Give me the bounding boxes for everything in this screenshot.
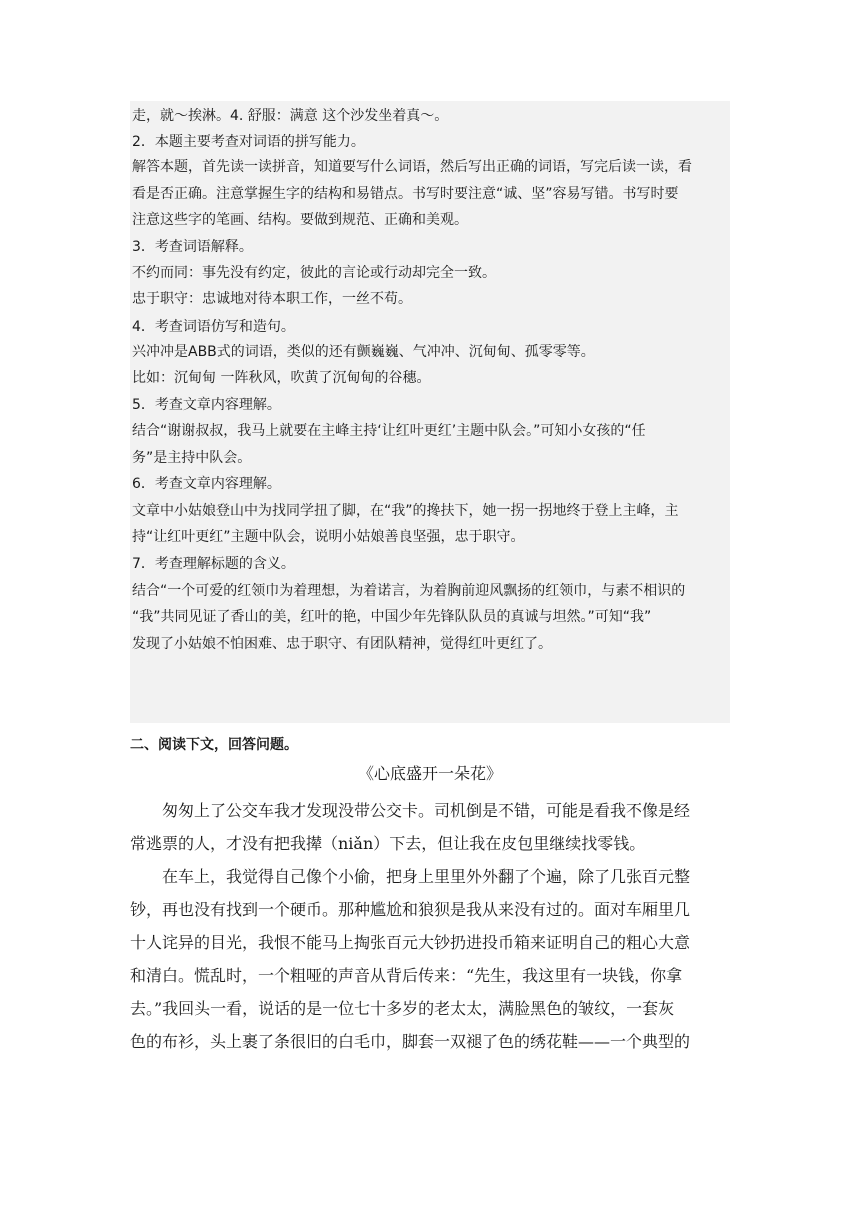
- answer-line: 走，就～挨淋。4. 舒服：满意 这个沙发坐着真～。: [132, 108, 449, 124]
- answer-line: 不约而同：事先没有约定，彼此的言论或行动却完全一致。: [132, 265, 496, 281]
- answer-explanation-box: [130, 101, 730, 723]
- answer-line: 看是否正确。注意掌握生字的结构和易错点。书写时要注意“诚、坚”容易写错。书写时要: [132, 186, 679, 202]
- reading-article: [130, 762, 730, 1058]
- answer-line: “我”共同见证了香山的美，红叶的艳，中国少年先锋队队员的真诚与坦然。”可知“我”: [132, 609, 652, 625]
- article-line: 钞，再也没有找到一个硬币。那种尴尬和狼狈是我从来没有过的。面对车厢里几: [130, 900, 691, 919]
- answer-line: 忠于职守：忠诚地对待本职工作，一丝不苟。: [132, 291, 412, 307]
- article-body: [130, 794, 730, 1058]
- answer-line: 3．考查词语解释。: [132, 239, 253, 255]
- article-title: 《心底盛开一朵花》: [357, 764, 502, 783]
- article-line: 在车上，我觉得自己像个小偷，把身上里里外外翻了个遍，除了几张百元整: [130, 867, 691, 886]
- answer-line: 6．考查文章内容理解。: [132, 476, 281, 492]
- answer-line: 结合“谢谢叔叔，我马上就要在主峰主持‘让红叶更红’主题中队会。”可知小女孩的“任: [132, 423, 646, 439]
- answer-line: 文章中小姑娘登山中为找同学扭了脚，在“我”的搀扶下，她一拐一拐地终于登上主峰，主: [132, 503, 679, 519]
- answer-line: 比如：沉甸甸 一阵秋风，吹黄了沉甸甸的谷穗。: [132, 370, 431, 386]
- answer-line: 持“让红叶更红”主题中队会，说明小姑娘善良坚强，忠于职守。: [132, 529, 525, 545]
- article-line: 匆匆上了公交车我才发现没带公交卡。司机倒是不错，可能是看我不像是经: [130, 801, 691, 820]
- answer-line: 务”是主持中队会。: [132, 450, 252, 466]
- answer-line: 2．本题主要考查对词语的拼写能力。: [132, 134, 365, 150]
- answer-line: 注意这些字的笔画、结构。要做到规范、正确和美观。: [132, 212, 468, 228]
- answer-line: 5．考查文章内容理解。: [132, 397, 281, 413]
- section-heading: 二、阅读下文，回答问题。: [130, 737, 298, 753]
- answer-line: 兴冲冲是ABB式的词语，类似的还有颤巍巍、气冲冲、沉甸甸、孤零零等。: [132, 344, 595, 360]
- answer-line: 发现了小姑娘不怕困难、忠于职守、有团队精神，觉得红叶更红了。: [132, 636, 552, 652]
- answer-line: 7．考查理解标题的含义。: [132, 556, 295, 572]
- article-line: 色的布衫，头上裹了条很旧的白毛巾，脚套一双褪了色的绣花鞋——一个典型的: [130, 1032, 691, 1051]
- answer-line: 解答本题，首先读一读拼音，知道要写什么词语，然后写出正确的词语，写完后读一读，看: [132, 159, 692, 175]
- article-line: 常逃票的人，才没有把我撵（niǎn）下去，但让我在皮包里继续找零钱。: [130, 834, 646, 853]
- answer-line: 结合“一个可爱的红领巾为着理想，为着诺言，为着胸前迎风飘扬的红领巾，与素不相识的: [132, 583, 686, 599]
- article-line: 和清白。慌乱时，一个粗哑的声音从背后传来：“先生，我这里有一块钱，你拿: [130, 966, 683, 985]
- article-line: 十人诧异的目光，我恨不能马上掏张百元大钞扔进投币箱来证明自己的粗心大意: [130, 933, 691, 952]
- article-line: 去。”我回头一看，说话的是一位七十多岁的老太太，满脸黑色的皱纹，一套灰: [130, 999, 675, 1018]
- answer-line: 4．考查词语仿写和造句。: [132, 319, 295, 335]
